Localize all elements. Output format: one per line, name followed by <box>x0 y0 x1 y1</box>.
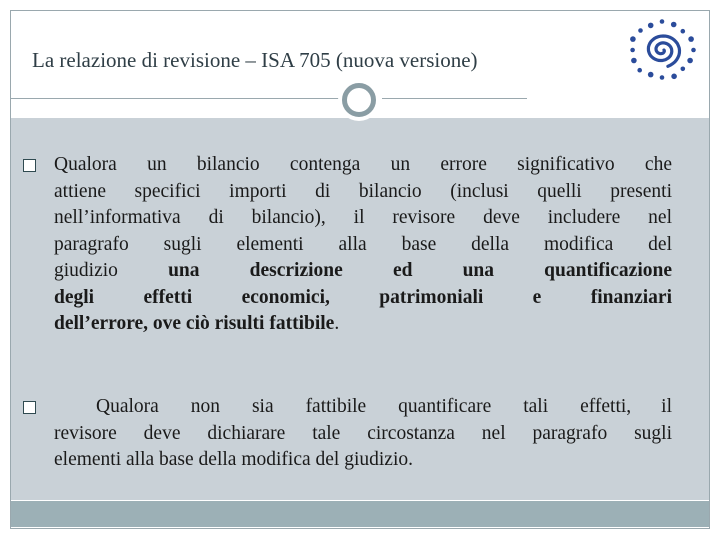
bullet-2-text: Qualora non sia fattibile quantificare tali effetti, <box>96 396 632 417</box>
bullet-1-text: giudizio <box>54 260 118 281</box>
footer-bar <box>11 501 709 527</box>
slide-title: La relazione di revisione – ISA 705 (nuova versione) <box>32 48 478 72</box>
bullet-1-line: nell’informativa di bilancio), il revisore deve includere nel <box>54 207 672 228</box>
bullet-1-bold: degli effetti economici, patrimoniali e finanziari <box>54 286 672 308</box>
checkbox-bullet-icon <box>23 401 36 414</box>
logo-dot <box>631 58 637 64</box>
bullet-2-line-mixed <box>54 394 672 421</box>
logo-dot <box>671 22 677 28</box>
bullet-1-line: Qualora un bilancio contenga un errore significativo che <box>54 154 672 175</box>
bullet-1-bold-line <box>54 311 672 338</box>
checkbox-bullet-icon <box>23 159 36 172</box>
bullet-1-bold: una descrizione ed una quantificazione <box>168 260 673 281</box>
logo-dot <box>681 67 686 72</box>
logo-dot <box>687 58 693 64</box>
spiral-logo-icon <box>618 14 700 84</box>
logo-dot <box>648 72 654 78</box>
bullet-paragraph-1 <box>54 152 672 338</box>
logo-dot <box>637 68 642 73</box>
bullet-1-line-mixed <box>54 258 672 285</box>
header-rule-left <box>11 98 339 99</box>
logo-dot <box>630 48 635 53</box>
bullet-2-text: il <box>661 396 672 417</box>
bullet-1-line: paragrafo sugli elementi alla base della modifica del <box>54 233 672 255</box>
bullet-2-line: revisore deve dichiarare tale circostanza nel paragrafo sugli <box>54 422 672 444</box>
logo-dot <box>648 23 654 29</box>
bullet-paragraph-2 <box>54 394 672 474</box>
ring-icon <box>338 79 380 121</box>
logo-dot <box>691 48 696 53</box>
bullet-2-line: elementi alla base della modifica del giudizio. <box>54 449 413 470</box>
header-rule-right <box>382 98 527 99</box>
bullet-1-bold-line <box>54 285 672 312</box>
logo-dot <box>660 75 665 80</box>
logo-dot <box>660 19 665 24</box>
logo-dot <box>638 28 643 33</box>
logo-dot <box>681 29 686 34</box>
logo-dot <box>671 74 677 80</box>
logo-dot <box>688 36 694 42</box>
bullet-1-line: attiene specifici importi di bilancio (inclusi quelli presenti <box>54 180 672 202</box>
logo-dot <box>630 36 636 42</box>
bullet-1-bold: dell’errore, ove ciò risulti fattibile <box>54 313 335 334</box>
bullet-1-period: . <box>334 313 340 334</box>
